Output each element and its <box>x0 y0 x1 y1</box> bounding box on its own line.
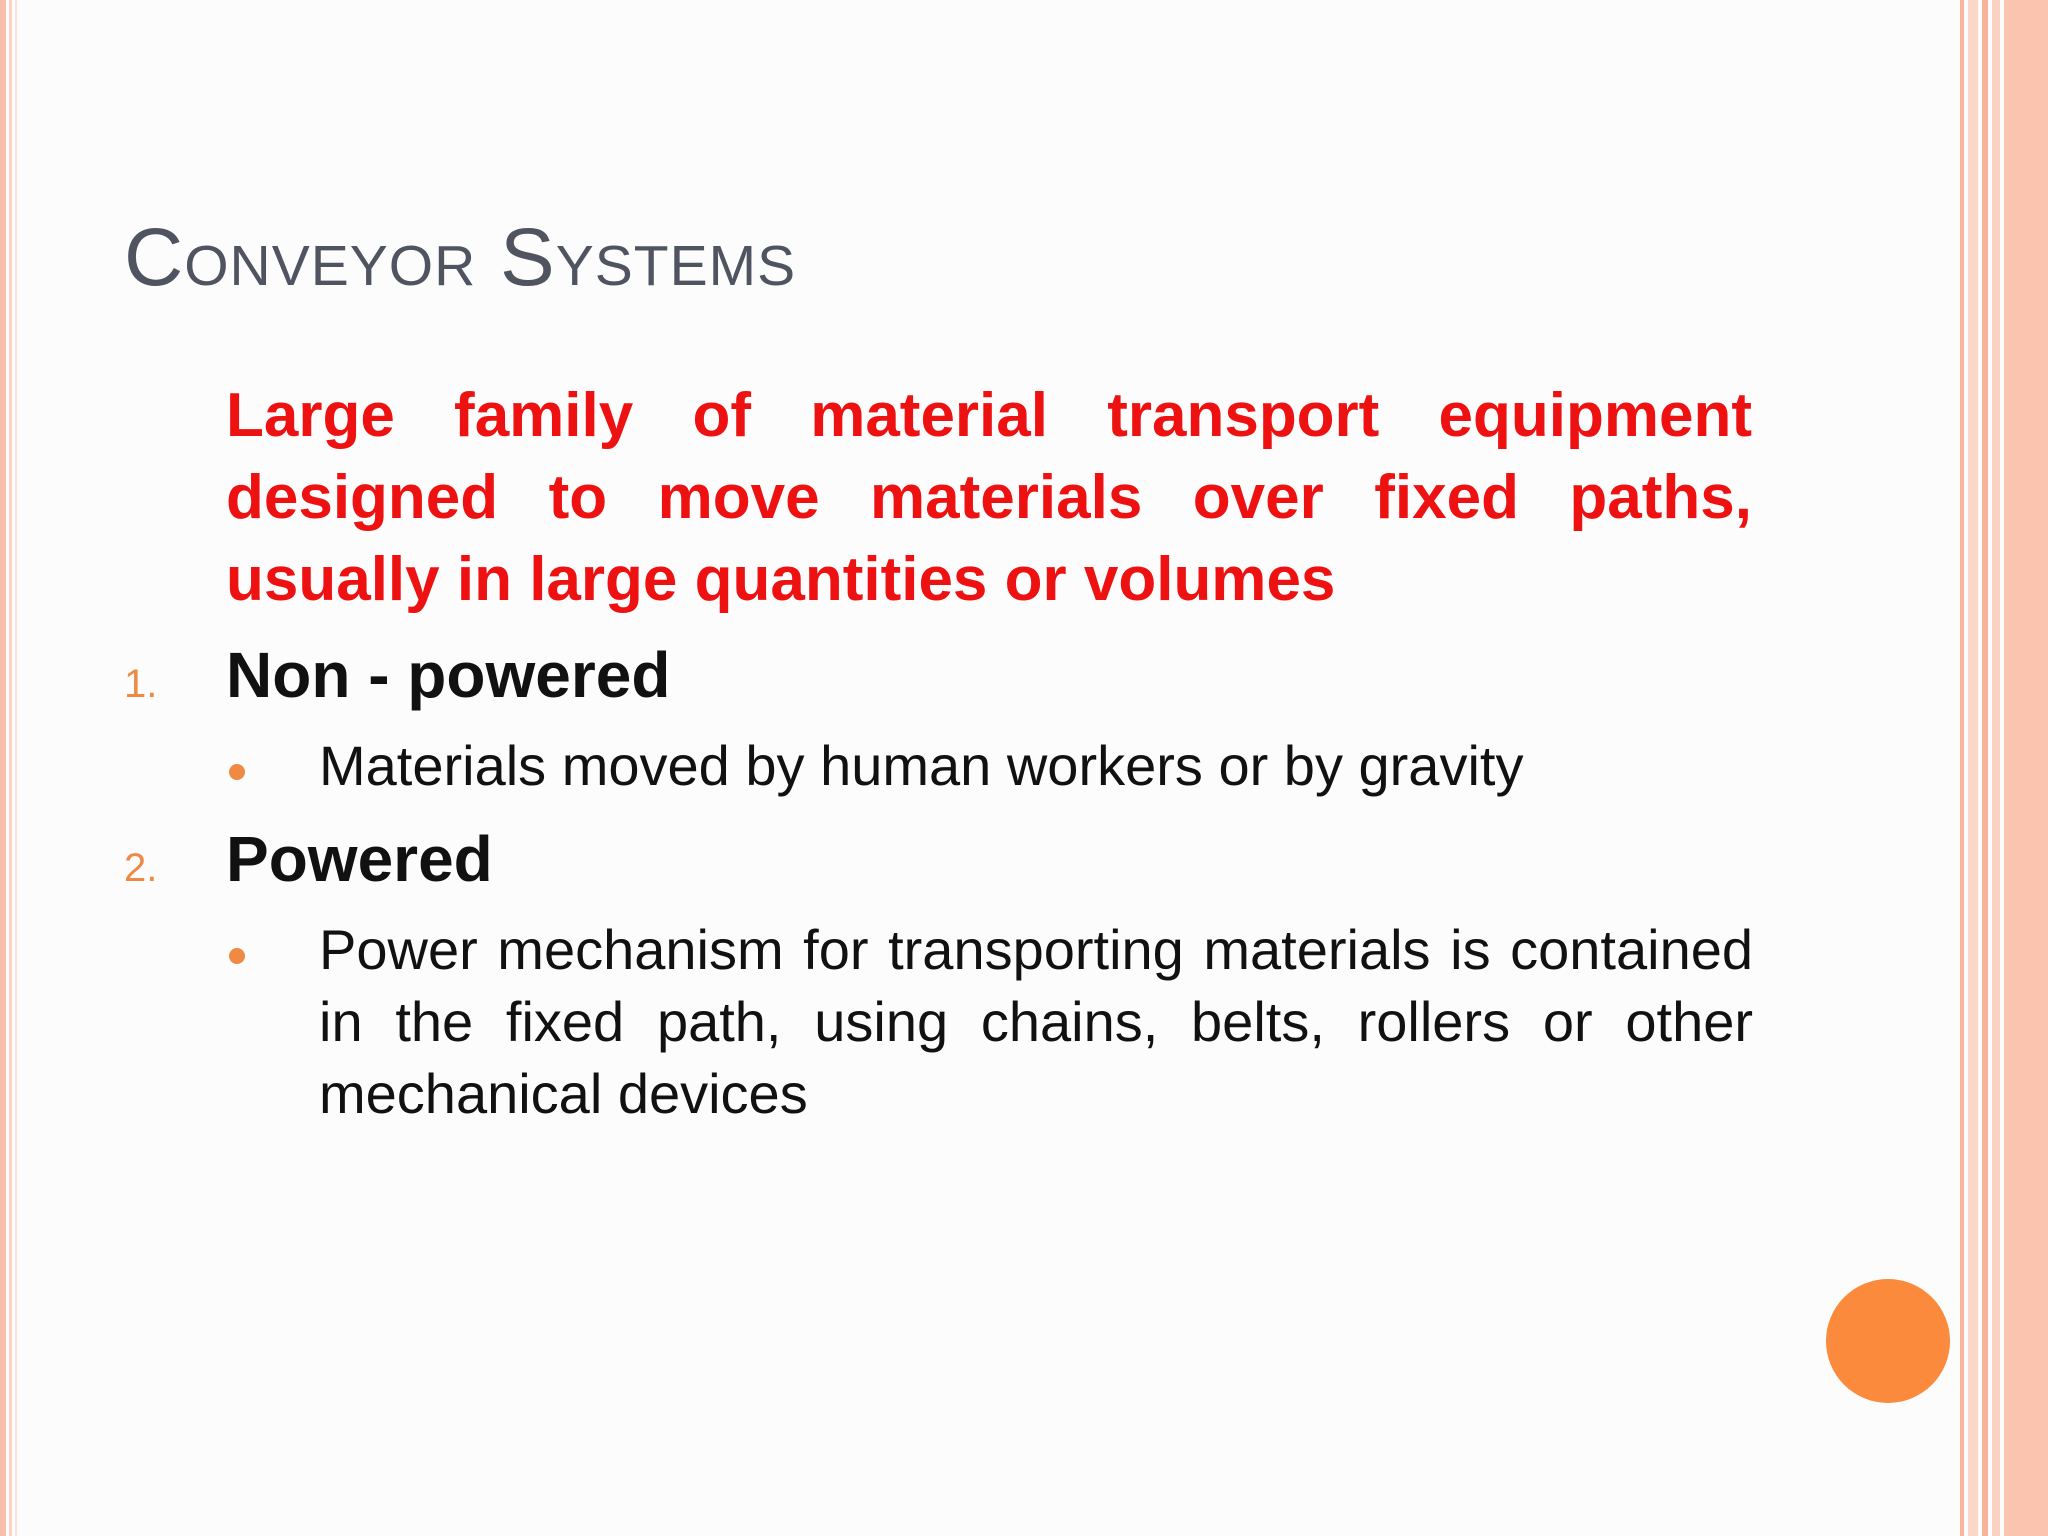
right-border-stripe <box>1960 0 1964 1536</box>
list-number-1: 1. <box>124 662 158 706</box>
right-border-stripe <box>1992 0 2000 1536</box>
bullet-text-non-powered: Materials moved by human workers or by gravity <box>319 734 1524 797</box>
slide-title: Conveyor Systems <box>124 212 797 303</box>
list-heading-non-powered: Non - powered <box>226 639 671 711</box>
bullet-dot-icon <box>229 764 245 780</box>
list-heading-powered: Powered <box>226 823 493 895</box>
bullet-text-powered: Power mechanism for transporting materials is contained in the fixed path, using chains, belts, rollers or other mechanical devices <box>319 918 1753 1125</box>
right-border-block <box>2004 0 2048 1536</box>
list-number-2: 2. <box>124 846 158 890</box>
left-border-line <box>15 0 17 1536</box>
decorative-orange-circle <box>1826 1279 1950 1403</box>
right-border-stripe <box>1982 0 1988 1536</box>
left-border-line <box>9 0 12 1536</box>
left-border-line <box>0 0 6 1536</box>
right-border-stripe <box>1968 0 1978 1536</box>
bullet-dot-icon <box>229 948 245 964</box>
intro-definition: Large family of material transport equipment designed to move materials over fixed paths, usually in large quantities or volumes <box>226 381 1752 614</box>
